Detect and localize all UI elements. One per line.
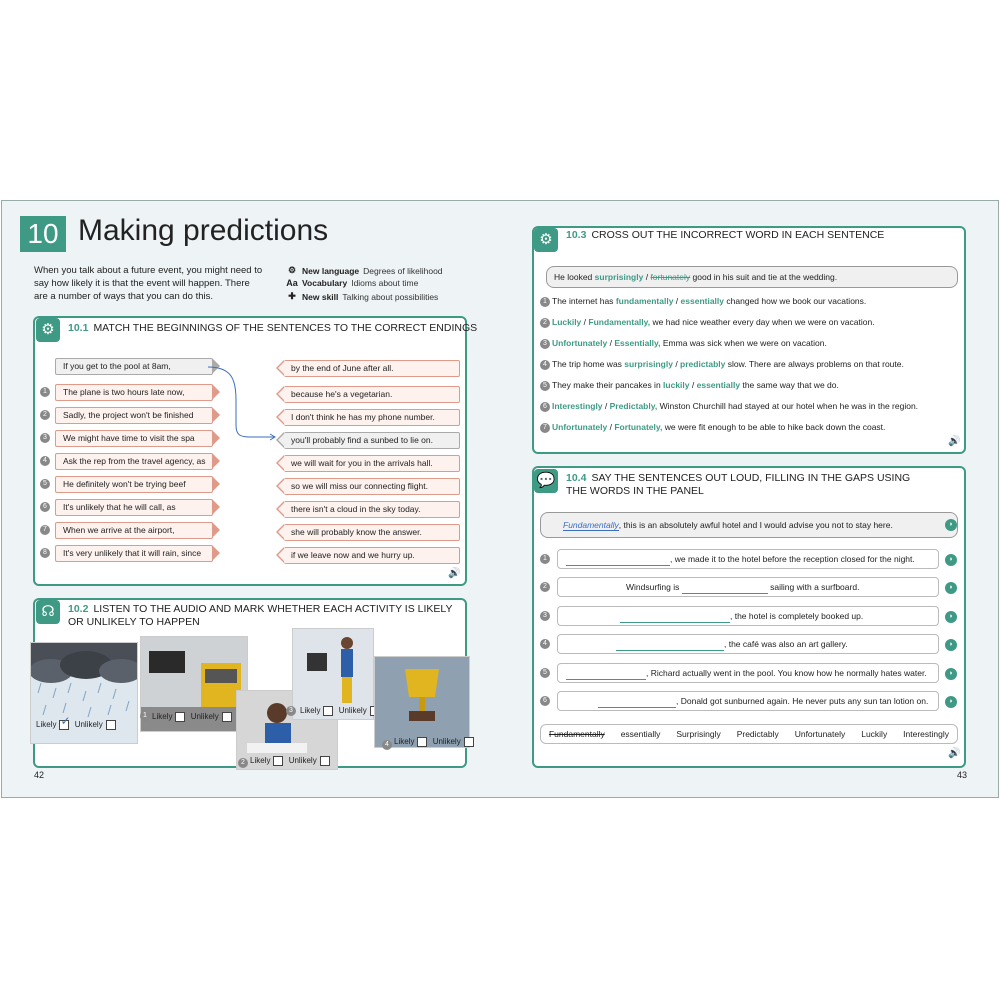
sentence-end: , the café was also an art gallery. bbox=[724, 639, 848, 649]
likely-checkbox[interactable] bbox=[323, 706, 333, 716]
option-a[interactable]: Unfortunately bbox=[552, 338, 608, 348]
item-number: 1 bbox=[140, 711, 150, 721]
sentence-row: The internet has fundamentally / essentially changed how we book our vacations. bbox=[552, 296, 867, 306]
sentence-row: Luckily / Fundamentally, we had nice weather every day when we were on vacation. bbox=[552, 317, 875, 327]
sentence-start: The internet has bbox=[552, 296, 614, 306]
item-number: 2 bbox=[540, 582, 550, 592]
sentence-end: changed how we book our vacations. bbox=[726, 296, 867, 306]
intro-text: When you talk about a future event, you might need to say how likely it is that the event will happen. There are a number of ways that you can do this. bbox=[34, 265, 263, 302]
item-number: 5 bbox=[540, 381, 550, 391]
sentence-ending[interactable]: because he's a vegetarian. bbox=[284, 386, 460, 403]
option-a[interactable]: Interestingly bbox=[552, 401, 603, 411]
gap-sentence-row bbox=[557, 634, 939, 654]
exercise-10-4-title: 10.4 SAY THE SENTENCES OUT LOUD, FILLING IN THE GAPS USING THE WORDS IN THE PANEL bbox=[566, 472, 911, 497]
likely-unlikely-4: Likely Unlikely bbox=[300, 706, 383, 716]
page-number-right: 43 bbox=[957, 770, 968, 780]
item-number: 7 bbox=[40, 525, 50, 535]
item-number: 1 bbox=[40, 387, 50, 397]
item-number: 5 bbox=[40, 479, 50, 489]
likely-checkbox[interactable] bbox=[417, 737, 427, 747]
item-number: 3 bbox=[540, 611, 550, 621]
option-a[interactable]: surprisingly bbox=[624, 359, 673, 369]
sentence-row: Interestingly / Predictably, Winston Churchill had stayed at our hotel when he was in the region. bbox=[552, 401, 919, 411]
trophy-illustration bbox=[375, 657, 469, 747]
tick-mark: ✓ bbox=[60, 714, 71, 728]
sentence-ending[interactable]: you'll probably find a sunbed to lie on. bbox=[284, 432, 460, 449]
item-number: 8 bbox=[40, 548, 50, 558]
item-number: 1 bbox=[540, 297, 550, 307]
option-b[interactable]: predictably bbox=[680, 359, 726, 369]
word-panel bbox=[540, 724, 958, 744]
word-bank-item[interactable]: essentially bbox=[620, 729, 661, 739]
item-number: 6 bbox=[40, 502, 50, 512]
sentence-start[interactable]: We might have time to visit the spa bbox=[55, 430, 213, 447]
trophy-picture bbox=[374, 656, 470, 748]
option-a[interactable]: Luckily bbox=[552, 317, 582, 327]
option-b[interactable]: essentially bbox=[696, 380, 741, 390]
item-number: 5 bbox=[540, 668, 550, 678]
option-a[interactable]: fundamentally bbox=[615, 296, 674, 306]
meta-label: New skill bbox=[302, 291, 339, 302]
item-number: 2 bbox=[540, 318, 550, 328]
item-number: 6 bbox=[540, 696, 550, 706]
sentence-end: sailing with a surfboard. bbox=[770, 582, 860, 592]
sentence-start[interactable]: When we arrive at the airport, bbox=[55, 522, 213, 539]
item-number: 3 bbox=[40, 433, 50, 443]
item-number: 4 bbox=[40, 456, 50, 466]
likely-checkbox[interactable] bbox=[273, 756, 283, 766]
sentence-start[interactable]: Ask the rep from the travel agency, as bbox=[55, 453, 213, 470]
unlikely-checkbox[interactable] bbox=[222, 712, 232, 722]
example-gap-row bbox=[540, 512, 958, 538]
likely-unlikely-2: Likely Unlikely bbox=[152, 712, 235, 722]
chapter-number: 10 bbox=[20, 216, 66, 252]
audio-speaker-icon[interactable]: 🔊 bbox=[948, 748, 961, 759]
gap-blank[interactable] bbox=[566, 668, 646, 680]
item-number: 4 bbox=[382, 740, 392, 750]
sentence-end: , we made it to the hotel before the reception closed for the night. bbox=[670, 554, 915, 564]
unlikely-checkbox[interactable] bbox=[320, 756, 330, 766]
gap-blank[interactable] bbox=[682, 582, 768, 594]
likely-unlikely-1: Likely ✓ Unlikely bbox=[36, 720, 119, 730]
sentence-end: Emma was sick when we were on vacation. bbox=[662, 338, 827, 348]
sentence-row: Unfortunately / Essentially, Emma was sick when we were on vacation. bbox=[552, 338, 827, 348]
sentence-start[interactable]: It's unlikely that he will call, as bbox=[55, 499, 213, 516]
puzzle-icon: ✚ bbox=[288, 291, 296, 301]
word-bank-item[interactable]: Fundamentally bbox=[548, 729, 605, 739]
audio-speaker-icon[interactable]: 🔊 bbox=[448, 568, 461, 579]
gap-sentence-row bbox=[557, 549, 939, 569]
sentence-start[interactable]: It's very unlikely that it will rain, since bbox=[55, 545, 213, 562]
unlikely-checkbox[interactable] bbox=[106, 720, 116, 730]
sentence-end: we had nice weather every day when we were on vacation. bbox=[652, 317, 875, 327]
gap-blank[interactable] bbox=[598, 696, 676, 708]
speech-icon: ◗ bbox=[945, 668, 957, 680]
example-sentence-start: If you get to the pool at 8am, bbox=[55, 358, 213, 375]
sentence-end: , Donald got sunburned again. He never puts any sun tan lotion on. bbox=[676, 696, 929, 706]
sentence-ending[interactable]: by the end of June after all. bbox=[284, 360, 460, 377]
word-bank-item[interactable]: Predictably bbox=[736, 729, 779, 739]
example-sentence: He looked surprisingly / fortunately good in his suit and tie at the wedding. bbox=[554, 272, 838, 282]
gears-icon: ⚙ bbox=[534, 228, 558, 252]
word-bank-item[interactable]: Surprisingly bbox=[676, 729, 721, 739]
option-b[interactable]: Predictably, bbox=[609, 401, 658, 411]
sentence-end: Winston Churchill had stayed at our hotel when he was in the region. bbox=[659, 401, 919, 411]
sentence-ending[interactable]: so we will miss our connecting flight. bbox=[284, 478, 460, 495]
sentence-start: The trip home was bbox=[552, 359, 622, 369]
likely-checkbox[interactable] bbox=[59, 714, 71, 730]
sentence-end: slow. There are always problems on that route. bbox=[727, 359, 904, 369]
item-number: 7 bbox=[540, 423, 550, 433]
meta-label: New language bbox=[302, 265, 360, 276]
exercise-10-2-title: 10.2 LISTEN TO THE AUDIO AND MARK WHETHER EACH ACTIVITY IS LIKELY OR UNLIKELY TO HAPPEN bbox=[68, 603, 453, 628]
headphones-icon: ☊ bbox=[36, 600, 60, 624]
sentence-start: Windsurfing is bbox=[626, 582, 680, 592]
sentence-end: the same way that we do. bbox=[742, 380, 839, 390]
sentence-start[interactable]: The plane is two hours late now, bbox=[55, 384, 213, 401]
item-number: 3 bbox=[286, 706, 296, 716]
option-a[interactable]: luckily bbox=[663, 380, 690, 390]
speech-icon: ◗ bbox=[945, 582, 957, 594]
word-bank-item[interactable]: Luckily bbox=[861, 729, 888, 739]
example-answer: Fundamentally bbox=[563, 520, 619, 530]
option-a[interactable]: Unfortunately bbox=[552, 422, 608, 432]
aa-icon: Aa bbox=[286, 278, 298, 288]
speech-bubble-icon: 💬 bbox=[534, 469, 558, 493]
sentence-end: , Richard actually went in the pool. You know how he normally hates water. bbox=[646, 668, 927, 678]
option-b[interactable]: Fortunately, bbox=[614, 422, 663, 432]
speech-icon: ◗ bbox=[945, 639, 957, 651]
unlikely-checkbox[interactable] bbox=[464, 737, 474, 747]
gap-sentence-row bbox=[557, 663, 939, 683]
meta-value: Talking about possibilities bbox=[342, 291, 439, 302]
item-number: 1 bbox=[540, 554, 550, 564]
example-rest: , this is an absolutely awful hotel and I would advise you not to stay here. bbox=[618, 520, 893, 530]
option-b[interactable]: essentially bbox=[680, 296, 725, 306]
exercise-10-1-title: 10.1 MATCH THE BEGINNINGS OF THE SENTENCES TO THE CORRECT ENDINGS bbox=[68, 322, 478, 334]
likely-checkbox[interactable] bbox=[175, 712, 185, 722]
gears-icon: ⚙ bbox=[36, 318, 60, 342]
gap-blank[interactable] bbox=[620, 611, 730, 623]
sentence-ending[interactable]: if we leave now and we hurry up. bbox=[284, 547, 460, 564]
sentence-row: Unfortunately / Fortunately, we were fit enough to be able to hike back down the coast. bbox=[552, 422, 886, 432]
meta-label: Vocabulary bbox=[302, 278, 348, 288]
likely-unlikely-3: Likely Unlikely bbox=[250, 756, 333, 766]
speech-icon: ◗ bbox=[945, 611, 957, 623]
option-b[interactable]: Fundamentally, bbox=[588, 317, 651, 327]
audio-speaker-icon[interactable]: 🔊 bbox=[948, 436, 961, 447]
gap-blank[interactable] bbox=[616, 639, 724, 651]
sentence-start: They make their pancakes in bbox=[552, 380, 661, 390]
item-number: 6 bbox=[540, 402, 550, 412]
gap-blank[interactable] bbox=[566, 554, 670, 566]
sentence-row: The trip home was surprisingly / predictably slow. There are always problems on that route. bbox=[552, 359, 904, 369]
word-bank-item[interactable]: Unfortunately bbox=[794, 729, 846, 739]
sentence-start[interactable]: Sadly, the project won't be finished bbox=[55, 407, 213, 424]
speech-icon: ◗ bbox=[945, 554, 957, 566]
page-number-left: 42 bbox=[34, 770, 45, 780]
gap-sentence-row bbox=[557, 691, 939, 711]
speech-icon: ◗ bbox=[945, 519, 957, 531]
gap-sentence-row bbox=[557, 606, 939, 626]
sentence-ending[interactable]: she will probably know the answer. bbox=[284, 524, 460, 541]
meta-value: Degrees of likelihood bbox=[363, 265, 443, 276]
chapter-title: Making predictions bbox=[78, 214, 329, 247]
sentence-ending[interactable]: we will wait for you in the arrivals hall. bbox=[284, 455, 460, 472]
exercise-10-3-title: 10.3 CROSS OUT THE INCORRECT WORD IN EACH SENTENCE bbox=[566, 229, 885, 241]
sentence-ending[interactable]: there isn't a cloud in the sky today. bbox=[284, 501, 460, 518]
gears-icon: ⚙ bbox=[287, 265, 297, 275]
likely-unlikely-5: Likely Unlikely bbox=[394, 737, 477, 747]
speech-icon: ◗ bbox=[945, 696, 957, 708]
sentence-end: we were fit enough to be able to hike back down the coast. bbox=[664, 422, 886, 432]
gap-sentence-row bbox=[557, 577, 939, 597]
item-number: 3 bbox=[540, 339, 550, 349]
word-bank-item[interactable]: Interestingly bbox=[903, 729, 949, 739]
sentence-start[interactable]: He definitely won't be trying beef bbox=[55, 476, 213, 493]
option-b[interactable]: Essentially, bbox=[614, 338, 661, 348]
meta-value: Idioms about time bbox=[351, 278, 419, 288]
item-number: 2 bbox=[238, 758, 248, 768]
item-number: 4 bbox=[540, 639, 550, 649]
sentence-ending[interactable]: I don't think he has my phone number. bbox=[284, 409, 460, 426]
sentence-end: , the hotel is completely booked up. bbox=[730, 611, 864, 621]
item-number: 4 bbox=[540, 360, 550, 370]
sentence-row: They make their pancakes in luckily / essentially the same way that we do. bbox=[552, 380, 839, 390]
item-number: 2 bbox=[40, 410, 50, 420]
